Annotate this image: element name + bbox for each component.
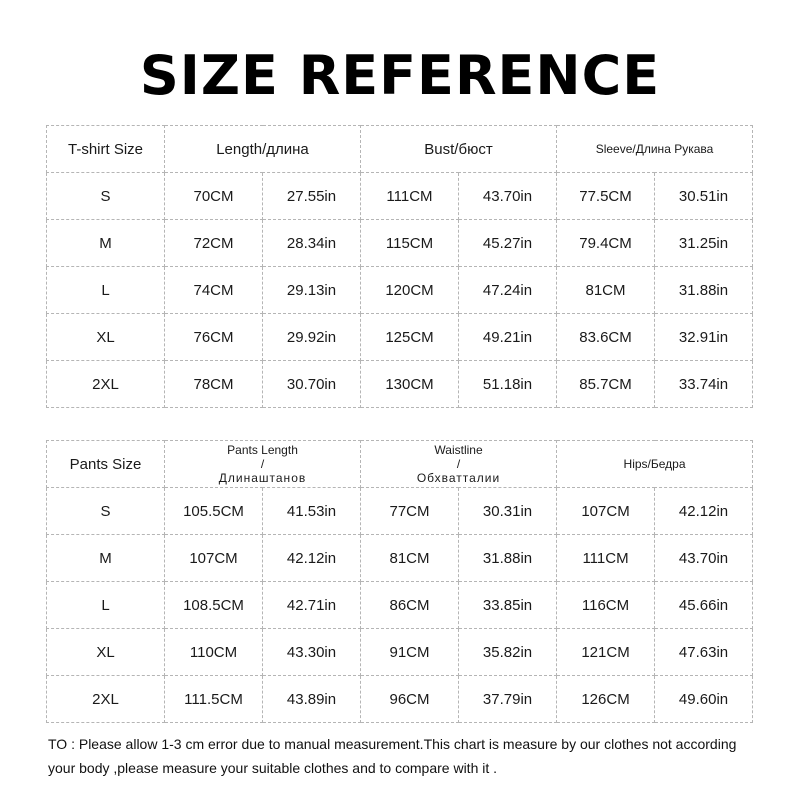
pants-value-cell: 81CM <box>361 535 459 582</box>
pants-hips-header: Hips/Бедра <box>557 441 753 488</box>
pants-waist-separator: / <box>456 457 461 471</box>
pants-value-cell: 111CM <box>557 535 655 582</box>
tshirt-table-row <box>47 361 753 408</box>
pants-value-cell: 91CM <box>361 629 459 676</box>
tshirt-value-cell: 77.5CM <box>557 173 655 220</box>
pants-value-cell: 30.31in <box>459 488 557 535</box>
pants-header-row <box>47 441 753 488</box>
tshirt-value-cell: 28.34in <box>263 220 361 267</box>
pants-value-cell: 41.53in <box>263 488 361 535</box>
tshirt-value-cell: 31.25in <box>655 220 753 267</box>
tshirt-size-table <box>46 125 753 408</box>
tshirt-value-cell: 120CM <box>361 267 459 314</box>
tshirt-value-cell: 51.18in <box>459 361 557 408</box>
pants-table-body <box>47 488 753 723</box>
pants-value-cell: 110CM <box>165 629 263 676</box>
tshirt-value-cell: 70CM <box>165 173 263 220</box>
tshirt-value-cell: 30.70in <box>263 361 361 408</box>
tshirt-size-header: T-shirt Size <box>47 126 165 173</box>
tshirt-value-cell: 81CM <box>557 267 655 314</box>
pants-value-cell: 45.66in <box>655 582 753 629</box>
pants-value-cell: 105.5CM <box>165 488 263 535</box>
tshirt-value-cell: 33.74in <box>655 361 753 408</box>
pants-table-row <box>47 488 753 535</box>
tshirt-value-cell: 31.88in <box>655 267 753 314</box>
tshirt-size-cell: XL <box>47 314 165 361</box>
tshirt-value-cell: 49.21in <box>459 314 557 361</box>
pants-value-cell: 77CM <box>361 488 459 535</box>
pants-value-cell: 47.63in <box>655 629 753 676</box>
tshirt-table-row <box>47 314 753 361</box>
pants-value-cell: 107CM <box>165 535 263 582</box>
pants-value-cell: 96CM <box>361 676 459 723</box>
pants-size-cell: 2XL <box>47 676 165 723</box>
tshirt-table-body <box>47 173 753 408</box>
pants-value-cell: 43.30in <box>263 629 361 676</box>
tshirt-value-cell: 130CM <box>361 361 459 408</box>
pants-size-cell: M <box>47 535 165 582</box>
pants-waist-ru: Обхватталии <box>416 471 501 485</box>
tshirt-value-cell: 43.70in <box>459 173 557 220</box>
pants-value-cell: 35.82in <box>459 629 557 676</box>
tshirt-value-cell: 27.55in <box>263 173 361 220</box>
pants-value-cell: 31.88in <box>459 535 557 582</box>
tshirt-table-row <box>47 173 753 220</box>
pants-table-row <box>47 582 753 629</box>
tshirt-header-row <box>47 126 753 173</box>
tshirt-value-cell: 29.92in <box>263 314 361 361</box>
pants-size-table <box>46 440 753 723</box>
tshirt-value-cell: 32.91in <box>655 314 753 361</box>
tshirt-value-cell: 125CM <box>361 314 459 361</box>
tshirt-size-cell: M <box>47 220 165 267</box>
tshirt-size-cell: S <box>47 173 165 220</box>
pants-value-cell: 42.12in <box>655 488 753 535</box>
tshirt-value-cell: 29.13in <box>263 267 361 314</box>
pants-value-cell: 107CM <box>557 488 655 535</box>
pants-length-separator: / <box>260 457 265 471</box>
pants-size-header: Pants Size <box>47 441 165 488</box>
tshirt-value-cell: 83.6CM <box>557 314 655 361</box>
tshirt-value-cell: 115CM <box>361 220 459 267</box>
tshirt-value-cell: 74CM <box>165 267 263 314</box>
pants-length-en: Pants Length <box>227 443 298 457</box>
pants-size-cell: S <box>47 488 165 535</box>
tshirt-value-cell: 30.51in <box>655 173 753 220</box>
tshirt-bust-header: Bust/бюст <box>361 126 557 173</box>
pants-value-cell: 49.60in <box>655 676 753 723</box>
pants-table-row <box>47 629 753 676</box>
pants-value-cell: 33.85in <box>459 582 557 629</box>
pants-value-cell: 42.71in <box>263 582 361 629</box>
pants-value-cell: 43.89in <box>263 676 361 723</box>
pants-value-cell: 42.12in <box>263 535 361 582</box>
pants-waist-header <box>361 441 557 488</box>
pants-value-cell: 111.5CM <box>165 676 263 723</box>
pants-size-cell: XL <box>47 629 165 676</box>
pants-value-cell: 116CM <box>557 582 655 629</box>
tshirt-length-header: Length/длина <box>165 126 361 173</box>
tshirt-value-cell: 85.7CM <box>557 361 655 408</box>
tshirt-size-cell: L <box>47 267 165 314</box>
pants-value-cell: 126CM <box>557 676 655 723</box>
tshirt-value-cell: 78CM <box>165 361 263 408</box>
tshirt-value-cell: 79.4CM <box>557 220 655 267</box>
tshirt-value-cell: 47.24in <box>459 267 557 314</box>
pants-value-cell: 108.5CM <box>165 582 263 629</box>
tshirt-table-row <box>47 220 753 267</box>
tshirt-value-cell: 76CM <box>165 314 263 361</box>
tshirt-sleeve-header: Sleeve/Длина Рукава <box>557 126 753 173</box>
pants-value-cell: 86CM <box>361 582 459 629</box>
tshirt-value-cell: 72CM <box>165 220 263 267</box>
pants-length-ru: Длинаштанов <box>218 471 307 485</box>
tshirt-table-row <box>47 267 753 314</box>
pants-size-cell: L <box>47 582 165 629</box>
page-title: SIZE REFERENCE <box>139 44 661 107</box>
tshirt-size-cell: 2XL <box>47 361 165 408</box>
tshirt-value-cell: 111CM <box>361 173 459 220</box>
pants-waist-en: Waistline <box>434 443 483 457</box>
tshirt-value-cell: 45.27in <box>459 220 557 267</box>
pants-length-header <box>165 441 361 488</box>
measurement-note: TO : Please allow 1-3 cm error due to manual measurement.This chart is measure by our clothes not according your body ,please measure your suitable clothes and to compare with it . <box>48 736 737 776</box>
pants-value-cell: 37.79in <box>459 676 557 723</box>
pants-value-cell: 121CM <box>557 629 655 676</box>
pants-table-row <box>47 535 753 582</box>
pants-value-cell: 43.70in <box>655 535 753 582</box>
pants-table-row <box>47 676 753 723</box>
